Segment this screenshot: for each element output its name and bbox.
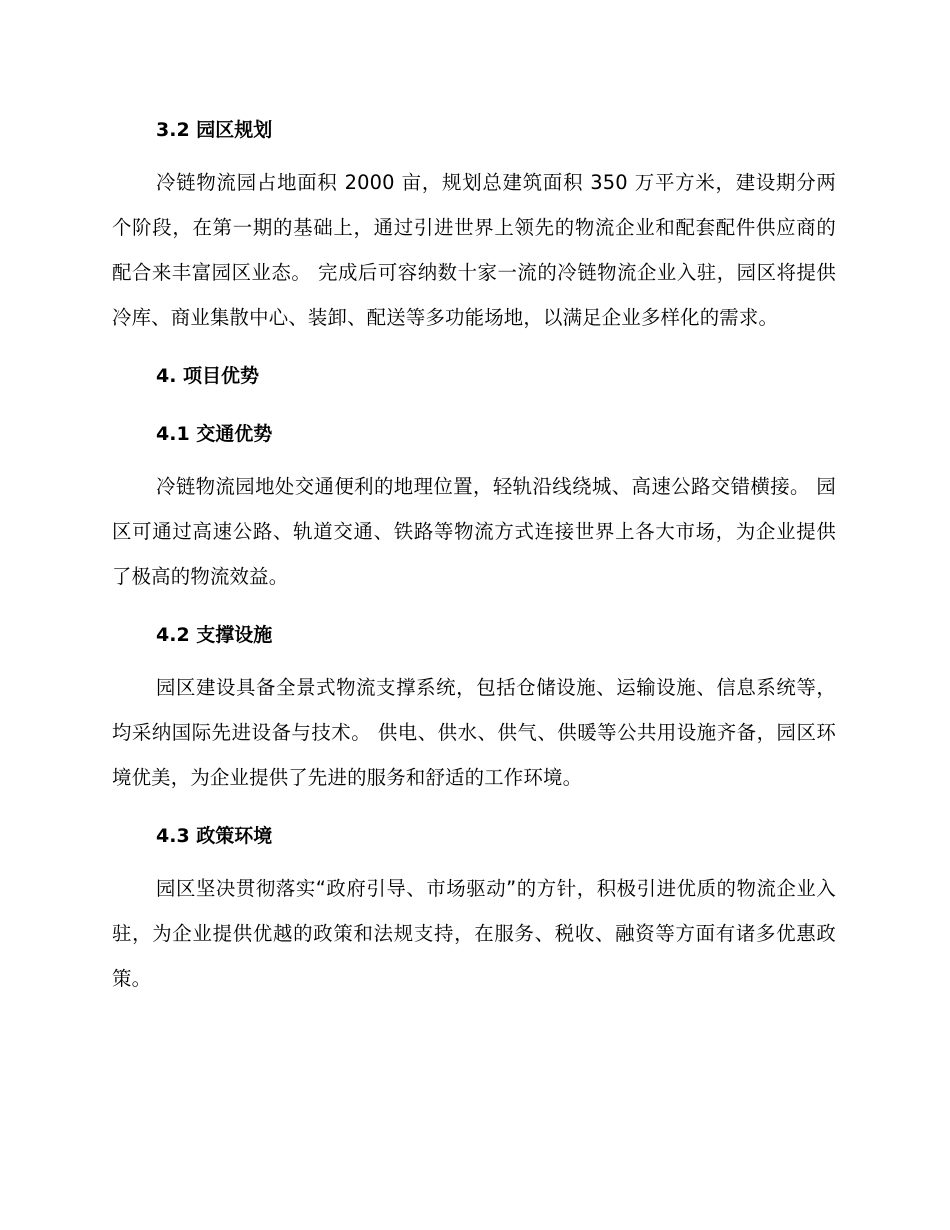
section-heading-4-3: 4.3 政策环境 — [156, 825, 273, 847]
section-paragraph-4-3: 园区坚决贯彻落实“政府引导、市场驱动”的方针，积极引进优质的物流企业入驻，为企业提供优越的政策和法规支持，在服务、税收、融资等方面有诸多优惠政策。 — [112, 877, 836, 990]
section-paragraph-4-1: 冷链物流园地处交通便利的地理位置，轻轨沿线绕城、高速公路交错横接。 园区可通过高速公路、轨道交通、铁路等物流方式连接世界上各大市场，为企业提供了极高的物流效益。 — [112, 475, 836, 588]
section-heading-4: 4. 项目优势 — [156, 365, 260, 387]
section-heading-3-2: 3.2 园区规划 — [156, 119, 273, 141]
document-body — [112, 108, 836, 1001]
section-heading-4-1: 4.1 交通优势 — [156, 423, 273, 445]
section-paragraph-3-2: 冷链物流园占地面积 2000 亩，规划总建筑面积 350 万平方米，建设期分两个阶段，在第一期的基础上，通过引进世界上领先的物流企业和配套配件供应商的配合来丰富园区业态。 完成后可容纳数十家一流的冷链物流企业入驻，园区将提供冷库、商业集散中心、装卸、配送等多功能场地，以满足企业多样化的需求。 — [112, 171, 836, 329]
section-heading-4-2: 4.2 支撑设施 — [156, 624, 273, 646]
section-paragraph-4-2: 园区建设具备全景式物流支撑系统，包括仓储设施、运输设施、信息系统等，均采纳国际先进设备与技术。 供电、供水、供气、供暖等公共用设施齐备，园区环境优美，为企业提供了先进的服务和舒适的工作环境。 — [112, 676, 836, 789]
